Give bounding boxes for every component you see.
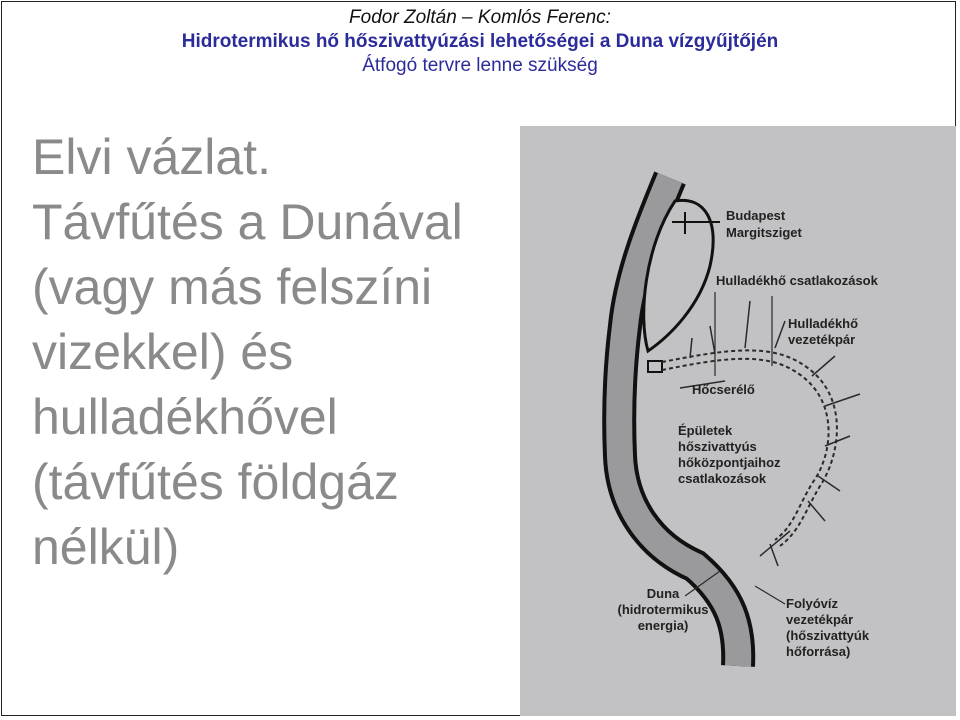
label-danube-line: Duna: [646, 586, 680, 601]
label-danube: [608, 586, 718, 634]
label-waste-heat-connections: Hulladékhő csatlakozások: [716, 273, 878, 288]
heading-line: Távfűtés a Dunával: [32, 194, 463, 250]
schematic-diagram: [520, 126, 956, 716]
label-heat-exchanger: Hőcserélő: [692, 382, 755, 397]
heading-line: nélkül): [32, 519, 180, 575]
label-river-water-pipes: [786, 596, 869, 660]
label-buildings-line: hőközpontjaihoz: [678, 455, 781, 470]
heading-line: (távfűtés földgáz: [32, 454, 399, 510]
heading-line: (vagy más felszíni: [32, 259, 433, 315]
heat-exchanger-box: [648, 361, 662, 372]
presentation-subtitle: Átfogó tervre lenne szükség: [362, 55, 598, 76]
label-buildings-line: Épületek: [678, 423, 733, 438]
label-river-water-line: hőforrása): [786, 644, 851, 659]
heading-line: hulladékhővel: [32, 389, 338, 445]
label-river-water-line: vezetékpár: [786, 612, 854, 627]
label-river-water-line: (hőszivattyúk: [786, 628, 870, 643]
label-buildings-line: hőszivattyús: [678, 439, 757, 454]
heading-line: vizekkel) és: [32, 324, 294, 380]
label-danube-line: (hidrotermikus: [617, 602, 709, 617]
label-buildings: [678, 423, 781, 487]
label-river-water-line: Folyóvíz: [786, 596, 839, 611]
label-buildings-line: csatlakozások: [678, 471, 767, 486]
label-waste-heat: Hulladékhő: [788, 316, 859, 331]
slide-heading: [32, 125, 502, 580]
slide-header: [0, 6, 960, 78]
label-budapest: Budapest: [726, 208, 786, 223]
label-pipe-pair: vezetékpár: [788, 332, 856, 347]
heading-line: Elvi vázlat.: [32, 129, 271, 185]
presentation-title: Hidrotermikus hő hőszivattyúzási lehetőségei a Duna vízgyűjtőjén: [181, 31, 779, 52]
authors-line: Fodor Zoltán – Komlós Ferenc:: [349, 7, 611, 28]
label-danube-line: energia): [637, 618, 689, 633]
label-margitsziget: Margitsziget: [726, 225, 802, 240]
